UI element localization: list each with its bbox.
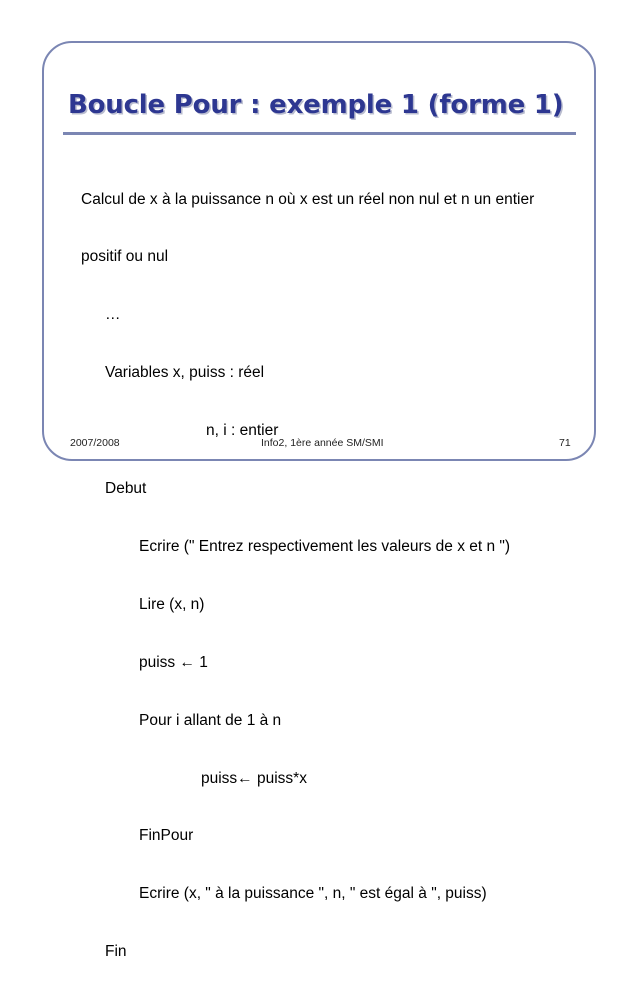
content-line: n, i : entier xyxy=(206,422,279,440)
content-line: puiss ← 1 xyxy=(139,653,208,671)
content-line: Fin xyxy=(105,943,127,961)
content-line: puiss← puiss*x xyxy=(201,769,307,787)
content-line: FinPour xyxy=(139,827,194,845)
content-line: Lire (x, n) xyxy=(139,595,205,613)
footer-page-number: 71 xyxy=(559,437,571,449)
slide-title: Boucle Pour : exemple 1 (forme 1) xyxy=(68,90,564,120)
content-line: Calcul de x à la puissance n où x est un réel non nul et n un entier xyxy=(81,190,535,208)
content-line: Pour i allant de 1 à n xyxy=(139,711,282,729)
content-line: … xyxy=(105,306,121,324)
slide-content xyxy=(81,151,534,981)
footer-date: 2007/2008 xyxy=(70,437,120,449)
title-divider xyxy=(63,132,576,135)
content-line: Debut xyxy=(105,480,147,498)
content-line: Ecrire (x, " à la puissance ", n, " est égal à ", puiss) xyxy=(139,885,487,903)
content-line: Ecrire (" Entrez respectivement les valeurs de x et n ") xyxy=(139,537,511,555)
content-line: Variables x, puiss : réel xyxy=(105,364,265,382)
content-line: positif ou nul xyxy=(81,248,169,266)
footer-course: Info2, 1ère année SM/SMI xyxy=(261,437,384,449)
